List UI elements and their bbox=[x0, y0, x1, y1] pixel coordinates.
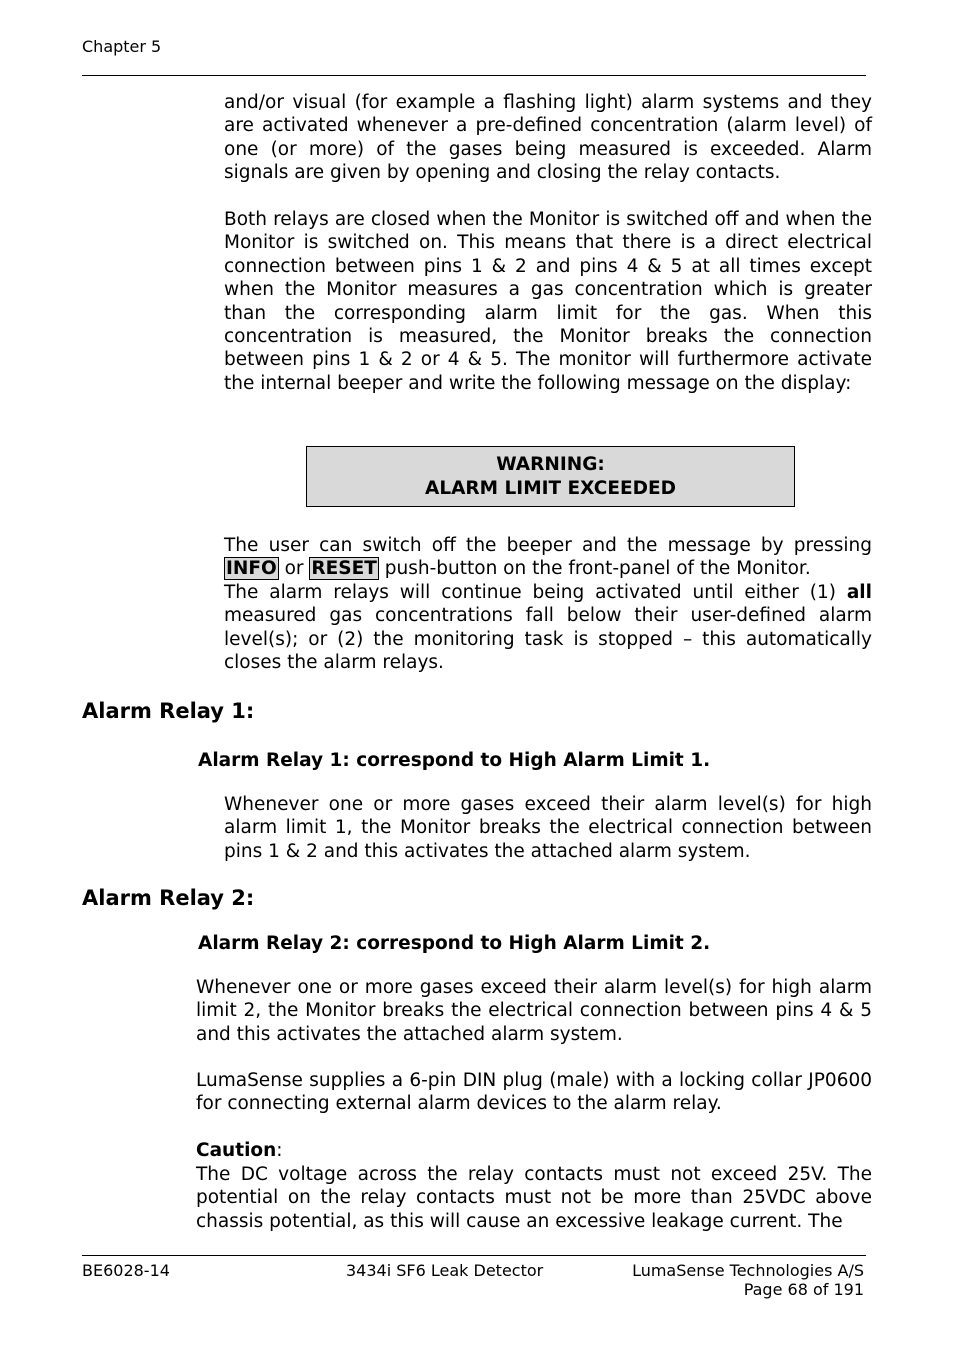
paragraph-beeper-switch-off bbox=[224, 534, 872, 581]
warning-line-2: ALARM LIMIT EXCEEDED bbox=[425, 478, 676, 499]
paragraph-caution: The DC voltage across the relay contacts must not exceed 25V. The potential on the relay contacts must not be more than 25VDC above chassis potential, as this will cause an excessive leakage current. The bbox=[196, 1164, 872, 1232]
text-segment: The user can switch off the beeper and the message by pressing bbox=[224, 535, 872, 556]
chapter-header: Chapter 5 bbox=[82, 37, 162, 56]
warning-line-1: WARNING: bbox=[496, 454, 605, 475]
text-segment: The alarm relays will continue being activated until either (1) bbox=[224, 582, 847, 603]
footer-company: LumaSense Technologies A/S bbox=[632, 1261, 864, 1280]
info-key-label: INFO bbox=[226, 558, 277, 580]
emphasis-all: all bbox=[846, 582, 872, 603]
caution-label-line bbox=[196, 1139, 872, 1162]
subheading-alarm-relay-1: Alarm Relay 1: correspond to High Alarm Limit 1. bbox=[198, 750, 711, 771]
text-segment: measured gas concentrations fall below their user-defined alarm level(s); or (2) the monitoring task is stopped – this automatically closes the alarm relays. bbox=[224, 605, 872, 674]
heading-alarm-relay-1: Alarm Relay 1: bbox=[82, 699, 255, 723]
text-segment: push-button on the front-panel of the Monitor. bbox=[378, 558, 811, 580]
header-rule bbox=[82, 75, 866, 76]
paragraph-alarm-relay-1: Whenever one or more gases exceed their alarm level(s) for high alarm limit 1, the Monitor breaks the electrical connection between pins 1 & 2 and this activates the attached alarm system. bbox=[224, 794, 872, 862]
paragraph-relays-continue bbox=[224, 581, 872, 675]
heading-alarm-relay-2: Alarm Relay 2: bbox=[82, 886, 255, 910]
paragraph-alarm-relay-2: Whenever one or more gases exceed their alarm level(s) for high alarm limit 2, the Monitor breaks the electrical connection between pins 4 & 5 and this activates the attached alarm system. bbox=[196, 977, 872, 1045]
footer-rule bbox=[82, 1255, 866, 1256]
subheading-alarm-relay-2: Alarm Relay 2: correspond to High Alarm Limit 2. bbox=[198, 933, 711, 954]
footer-page-number: Page 68 of 191 bbox=[743, 1280, 864, 1299]
paragraph-din-plug: LumaSense supplies a 6-pin DIN plug (male) with a locking collar JP0600 for connecting external alarm devices to the alarm relay. bbox=[196, 1070, 872, 1115]
warning-message-box bbox=[306, 446, 795, 507]
caution-label: Caution bbox=[196, 1140, 277, 1161]
paragraph-alarm-systems: and/or visual (for example a flashing light) alarm systems and they are activated whenever a pre-defined concentration (alarm level) of one (or more) of the gases being measured is exceeded. Alarm signals are given by opening and closing the relay contacts. bbox=[224, 92, 872, 184]
caution-colon: : bbox=[276, 1140, 283, 1161]
reset-key-label: RESET bbox=[311, 558, 377, 580]
footer-product: 3434i SF6 Leak Detector bbox=[346, 1261, 544, 1280]
footer-doc-id: BE6028-14 bbox=[82, 1261, 170, 1280]
text-segment: or bbox=[278, 558, 310, 580]
paragraph-relay-behavior: Both relays are closed when the Monitor is switched off and when the Monitor is switched on. This means that there is a direct electrical connection between pins 1 & 2 and pins 4 & 5 at all times except when the Monitor measures a gas concentration which is greater than the corresponding alarm limit for the gas. When this concentration is measured, the Monitor breaks the connection between pins 1 & 2 or 4 & 5. The monitor will furthermore activate the internal beeper and write the following message on the display: bbox=[224, 209, 872, 394]
